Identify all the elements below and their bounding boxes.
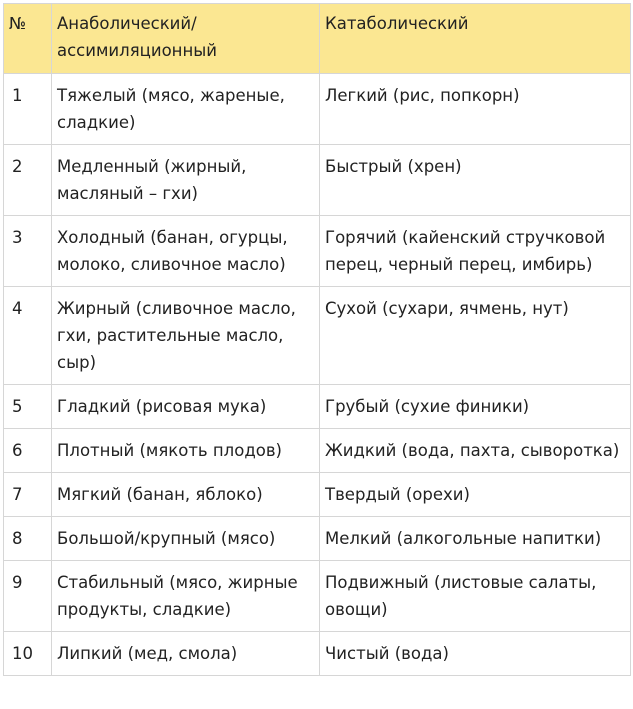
row-number: 5 (4, 385, 52, 429)
table-row (4, 145, 631, 216)
anabolic-cell: Плотный (мякоть плодов) (52, 429, 320, 473)
header-anabolic: Анаболический/ ассимиляционный (52, 4, 320, 74)
table-row (4, 385, 631, 429)
table-row (4, 632, 631, 676)
anabolic-cell: Липкий (мед, смола) (52, 632, 320, 676)
catabolic-cell: Жидкий (вода, пахта, сыворотка) (320, 429, 631, 473)
header-catabolic: Катаболический (320, 4, 631, 74)
row-number: 9 (4, 561, 52, 632)
table-row (4, 429, 631, 473)
row-number: 4 (4, 287, 52, 385)
table-header (4, 4, 631, 74)
catabolic-cell: Мелкий (алкогольные напитки) (320, 517, 631, 561)
row-number: 7 (4, 473, 52, 517)
table-row (4, 216, 631, 287)
catabolic-cell: Быстрый (хрен) (320, 145, 631, 216)
catabolic-cell: Легкий (рис, попкорн) (320, 74, 631, 145)
catabolic-cell: Твердый (орехи) (320, 473, 631, 517)
header-row (4, 4, 631, 74)
anabolic-cell: Жирный (сливочное масло, гхи, растительные масло, сыр) (52, 287, 320, 385)
row-number: 6 (4, 429, 52, 473)
catabolic-cell: Чистый (вода) (320, 632, 631, 676)
anabolic-cell: Тяжелый (мясо, жареные, сладкие) (52, 74, 320, 145)
catabolic-cell: Сухой (сухари, ячмень, нут) (320, 287, 631, 385)
row-number: 2 (4, 145, 52, 216)
table-body (4, 74, 631, 676)
table-row (4, 287, 631, 385)
table-row (4, 561, 631, 632)
header-number: № (4, 4, 52, 74)
catabolic-cell: Грубый (сухие финики) (320, 385, 631, 429)
anabolic-cell: Стабильный (мясо, жирные продукты, сладкие) (52, 561, 320, 632)
anabolic-cell: Гладкий (рисовая мука) (52, 385, 320, 429)
row-number: 3 (4, 216, 52, 287)
anabolic-cell: Мягкий (банан, яблоко) (52, 473, 320, 517)
anabolic-cell: Холодный (банан, огурцы, молоко, сливочное масло) (52, 216, 320, 287)
row-number: 8 (4, 517, 52, 561)
row-number: 10 (4, 632, 52, 676)
anabolic-cell: Медленный (жирный, масляный – гхи) (52, 145, 320, 216)
anabolic-cell: Большой/крупный (мясо) (52, 517, 320, 561)
table-row (4, 74, 631, 145)
qualities-table (3, 3, 631, 676)
catabolic-cell: Горячий (кайенский стручковой перец, черный перец, имбирь) (320, 216, 631, 287)
catabolic-cell: Подвижный (листовые салаты, овощи) (320, 561, 631, 632)
table-row (4, 517, 631, 561)
row-number: 1 (4, 74, 52, 145)
table-row (4, 473, 631, 517)
